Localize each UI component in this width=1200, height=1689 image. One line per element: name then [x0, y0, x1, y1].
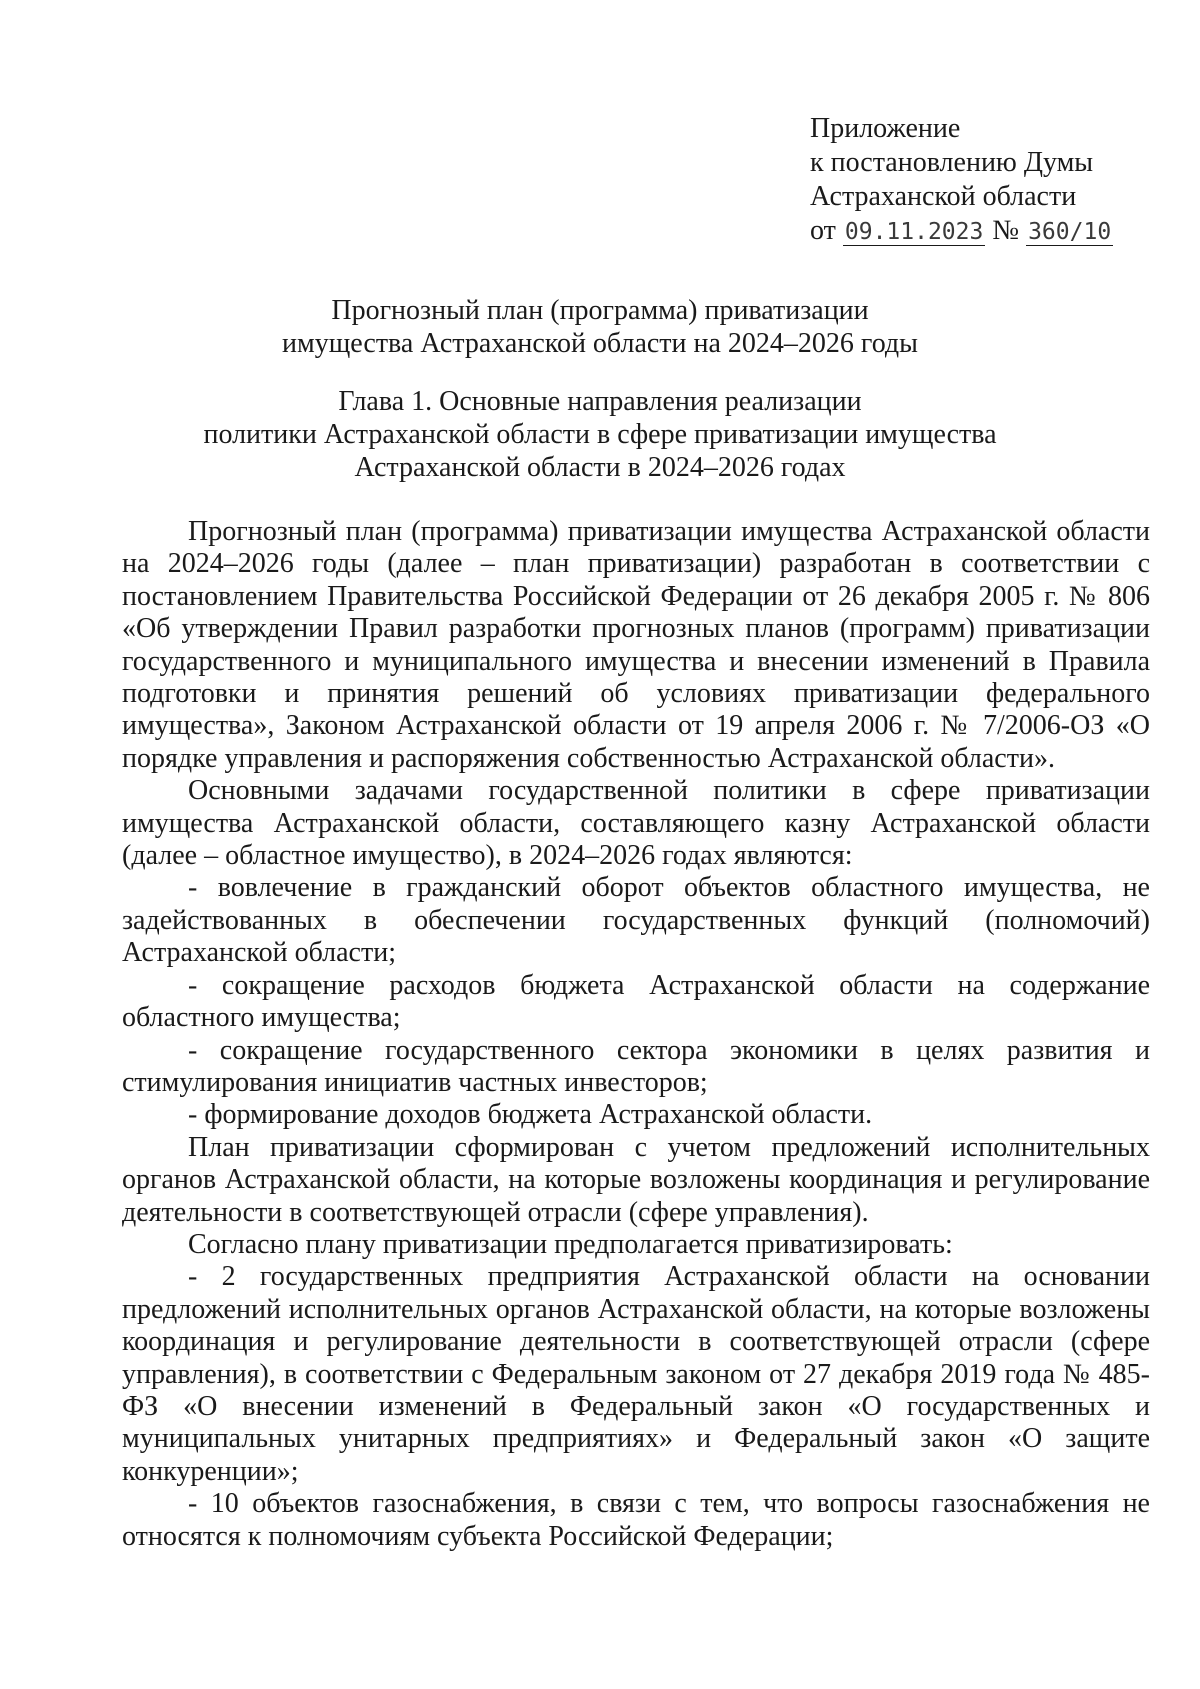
paragraph: Прогнозный план (программа) приватизации имущества Астраханской области на 2024–2026 годы (далее – план приватизации) разработан в соответствии с постановлением Правительства Российской Федерации от 26 декабря 2005 г. № 806 «Об утверждении Правил разработки прогнозных планов (программ) приватизации государственного и муниципального имущества и внесении изменений в Правила подготовки и принятия решений об условиях приватизации федерального имущества», Законом Астраханской области от 19 апреля 2006 г. № 7/2006-ОЗ «О порядке управления и распоряжения собственностью Астраханской области».	[122, 516, 1150, 774]
document-title	[0, 294, 1200, 360]
paragraph: Основными задачами государственной политики в сфере приватизации имущества Астраханской области, составляющего казну Астраханской области (далее – областное имущество), в 2024–2026 годах являются:	[122, 775, 1150, 872]
paragraph: - формирование доходов бюджета Астраханской области.	[188, 1099, 873, 1131]
paragraph: - 2 государственных предприятия Астраханской области на основании предложений исполнительных органов Астраханской области, на которые возложены координация и регулирование деятельности в соответствующей отрасли (сфере управления), в соответствии с Федеральным законом от 27 декабря 2019 года № 485-ФЗ «О внесении изменений в Федеральный закон «О государственных и муниципальных унитарных предприятиях» и Федеральный закон «О защите конкуренции»;	[122, 1261, 1150, 1487]
chapter-line-2: политики Астраханской области в сфере приватизации имущества	[203, 419, 997, 450]
chapter-title	[0, 385, 1200, 484]
paragraph: - 10 объектов газоснабжения, в связи с тем, что вопросы газоснабжения не относятся к полномочиям субъекта Российской Федерации;	[122, 1488, 1150, 1552]
paragraph: - сокращение расходов бюджета Астраханской области на содержание областного имущества;	[122, 969, 1150, 1034]
chapter-line-1: Глава 1. Основные направления реализации	[338, 386, 862, 417]
title-line-1: Прогнозный план (программа) приватизации	[331, 295, 869, 326]
paragraph: - вовлечение в гражданский оборот объектов областного имущества, не задействованных в обеспечении государственных функций (полномочий) Астраханской области;	[122, 872, 1150, 969]
chapter-line-3: Астраханской области в 2024–2026 годах	[354, 452, 846, 483]
appendix-header	[810, 112, 1170, 249]
paragraph: Согласно плану приватизации предполагается приватизировать:	[188, 1228, 953, 1260]
appendix-line-3: Астраханской области	[810, 181, 1077, 212]
date-value: 09.11.2023	[844, 219, 984, 245]
paragraph: План приватизации сформирован с учетом предложений исполнительных органов Астраханской области, на которые возложены координация и регулирование деятельности в соответствующей отрасли (сфере управления).	[122, 1131, 1150, 1228]
title-line-2: имущества Астраханской области на 2024–2026 годы	[282, 328, 918, 359]
number-value: 360/10	[1028, 219, 1112, 245]
appendix-line-2: к постановлению Думы	[810, 147, 1094, 178]
appendix-line-1: Приложение	[810, 113, 961, 144]
date-prefix: от	[810, 215, 836, 246]
number-sign: №	[992, 215, 1020, 246]
paragraph: - сокращение государственного сектора экономики в целях развития и стимулирования инициатив частных инвесторов;	[122, 1034, 1150, 1098]
appendix-date-line	[810, 214, 1170, 249]
body-text	[122, 516, 1150, 1553]
